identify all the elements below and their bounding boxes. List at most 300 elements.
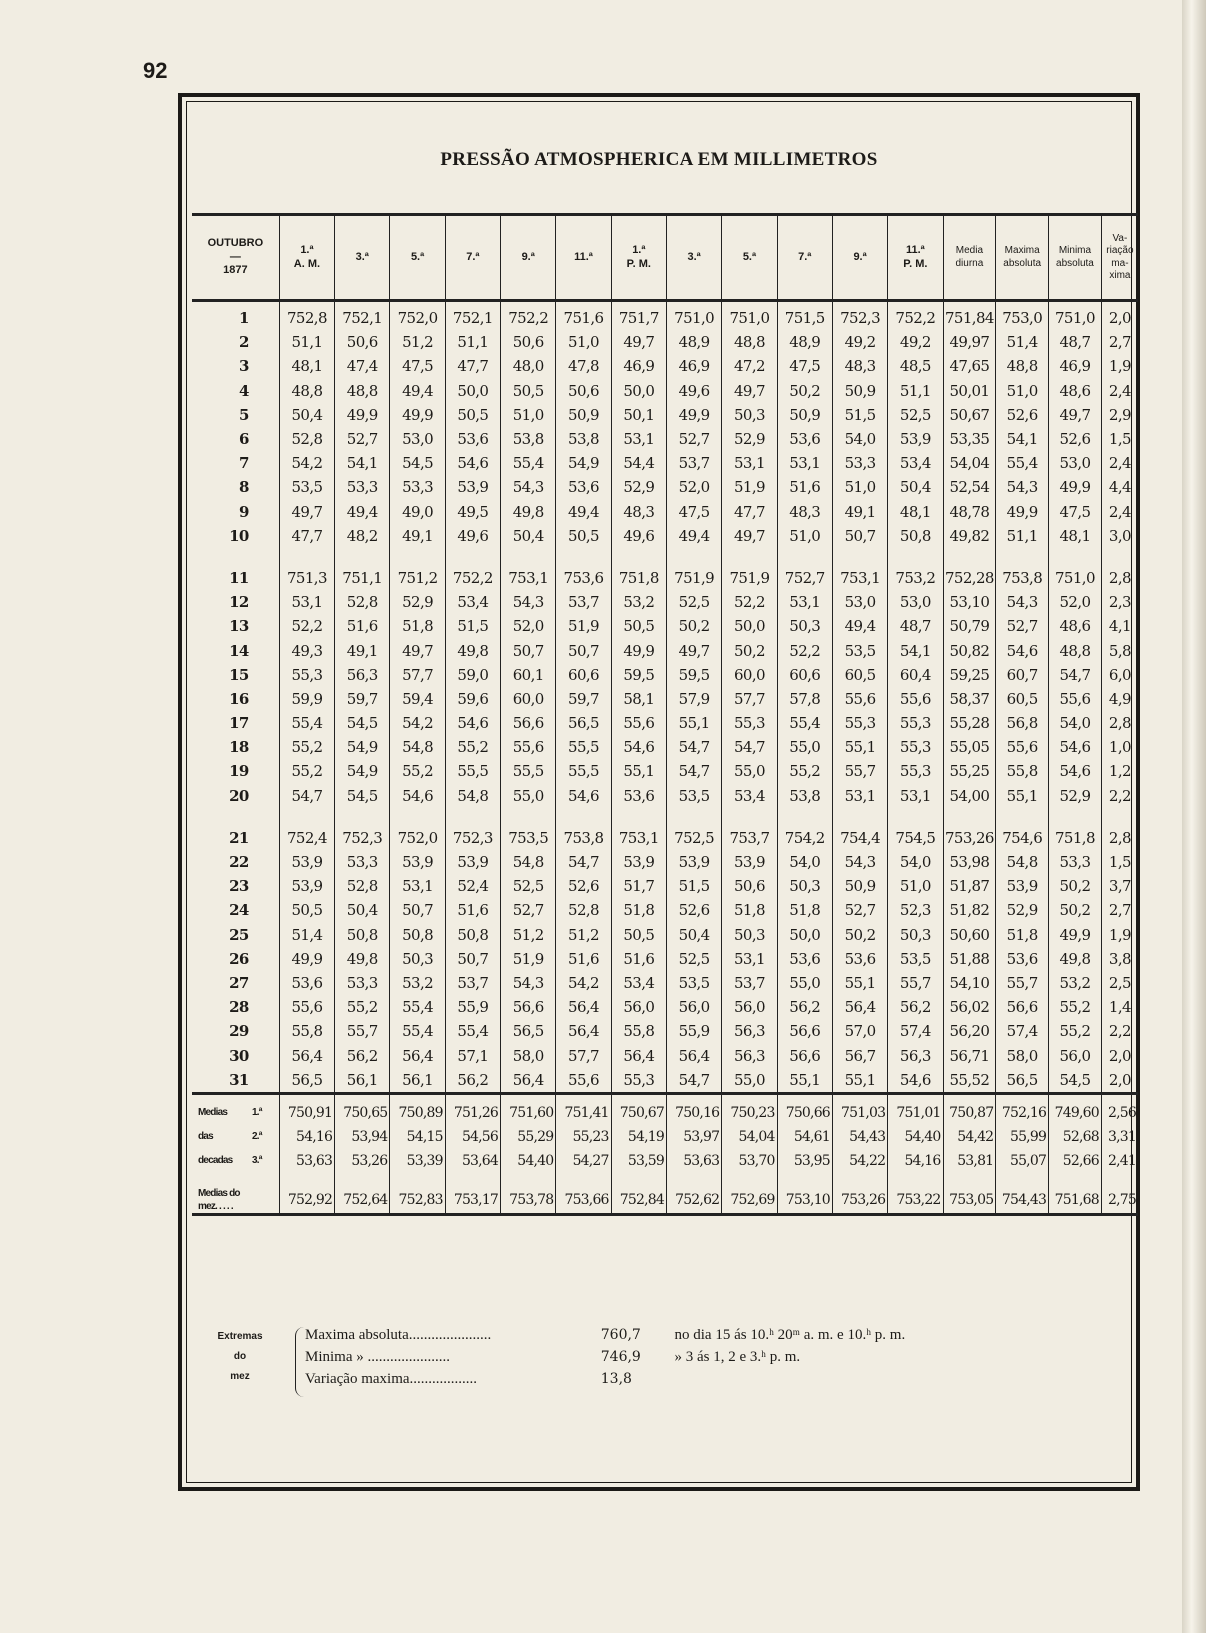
spacer-cell bbox=[943, 1093, 996, 1101]
extremes-brace bbox=[295, 1327, 304, 1397]
day-cell: 26 bbox=[229, 949, 249, 968]
value-cell: 57,0 bbox=[832, 1019, 887, 1043]
value-cell: 57,4 bbox=[996, 1019, 1049, 1043]
month-mean-label-line: mez. . . . . bbox=[198, 1200, 233, 1212]
value-cell: 52,6 bbox=[556, 874, 611, 898]
value-cell: 53,8 bbox=[777, 784, 832, 808]
value-cell: 752,2 bbox=[501, 301, 556, 331]
value-cell: 53,9 bbox=[666, 850, 721, 874]
value-cell: 53,0 bbox=[888, 590, 943, 614]
header-row bbox=[192, 215, 1138, 301]
spacer-cell bbox=[666, 808, 721, 826]
extreme-row-maxima bbox=[305, 1327, 905, 1344]
value-cell: 49,2 bbox=[888, 330, 943, 354]
value-cell: 55,7 bbox=[832, 759, 887, 783]
decade-mean-cell: 53,64 bbox=[445, 1149, 500, 1173]
value-cell: 50,3 bbox=[888, 923, 943, 947]
header-hour bbox=[445, 215, 500, 301]
value-cell: 56,3 bbox=[888, 1043, 943, 1067]
pressure-table-wrap bbox=[192, 213, 1138, 1216]
value-cell: 49,8 bbox=[501, 500, 556, 524]
decade-mean-cell: 53,70 bbox=[722, 1149, 777, 1173]
value-cell: 56,4 bbox=[501, 1068, 556, 1094]
table-frame bbox=[178, 93, 1140, 1491]
day-cell: 27 bbox=[229, 973, 249, 992]
value-cell: 56,5 bbox=[996, 1068, 1049, 1094]
value-cell: 48,3 bbox=[832, 354, 887, 378]
value-cell: 49,7 bbox=[666, 638, 721, 662]
value-cell: 53,1 bbox=[390, 874, 445, 898]
header-minima-absoluta-line: absoluta bbox=[1056, 257, 1094, 269]
value-cell: 59,0 bbox=[445, 663, 500, 687]
table-row bbox=[192, 475, 1138, 499]
spacer-cell bbox=[1049, 1093, 1102, 1101]
value-cell: 54,3 bbox=[996, 590, 1049, 614]
value-cell: 55,0 bbox=[722, 1068, 777, 1094]
spacer-cell bbox=[279, 808, 334, 826]
value-cell: 55,7 bbox=[335, 1019, 390, 1043]
value-cell: 2,8 bbox=[1101, 711, 1138, 735]
value-cell: 55,5 bbox=[556, 735, 611, 759]
value-cell: 48,3 bbox=[611, 500, 666, 524]
value-cell: 753,0 bbox=[996, 301, 1049, 331]
value-cell: 55,2 bbox=[279, 735, 334, 759]
value-cell: 2,2 bbox=[1101, 784, 1138, 808]
spacer-cell bbox=[1049, 1173, 1102, 1187]
value-cell: 3,8 bbox=[1101, 947, 1138, 971]
value-cell: 55,0 bbox=[777, 735, 832, 759]
spacer-cell bbox=[888, 808, 943, 826]
value-cell: 47,7 bbox=[445, 354, 500, 378]
value-cell: 53,9 bbox=[279, 850, 334, 874]
value-cell: 51,6 bbox=[777, 475, 832, 499]
value-cell: 53,1 bbox=[722, 947, 777, 971]
value-cell: 55,8 bbox=[996, 759, 1049, 783]
value-cell: 50,2 bbox=[666, 614, 721, 638]
value-cell: 2,5 bbox=[1101, 971, 1138, 995]
table-row bbox=[192, 995, 1138, 1019]
value-cell: 59,7 bbox=[335, 687, 390, 711]
day-cell: 2 bbox=[238, 333, 249, 352]
value-cell: 53,0 bbox=[1049, 451, 1102, 475]
page-number: 92 bbox=[143, 58, 168, 83]
value-cell: 50,6 bbox=[556, 379, 611, 403]
day-cell: 10 bbox=[229, 526, 249, 545]
value-cell: 53,4 bbox=[888, 451, 943, 475]
spacer-cell bbox=[192, 808, 279, 826]
value-cell: 56,5 bbox=[279, 1068, 334, 1094]
spacer-cell bbox=[832, 1173, 887, 1187]
decade-mean-cell: 54,61 bbox=[777, 1125, 832, 1149]
value-cell: 53,9 bbox=[445, 850, 500, 874]
header-variacao-maxima-line: ma- bbox=[1111, 257, 1129, 269]
decade-mean-cell: 54,22 bbox=[832, 1149, 887, 1173]
decade-mean-cell: 750,91 bbox=[279, 1101, 334, 1125]
day-cell: 4 bbox=[238, 381, 249, 400]
day-cell: 21 bbox=[229, 828, 249, 847]
value-cell: 52,8 bbox=[335, 590, 390, 614]
value-cell: 55,28 bbox=[943, 711, 996, 735]
decade-mean-cell: 54,43 bbox=[832, 1125, 887, 1149]
value-cell: 50,0 bbox=[445, 379, 500, 403]
decade-mean-cell: 54,27 bbox=[556, 1149, 611, 1173]
spacer-cell bbox=[996, 1173, 1049, 1187]
value-cell: 52,7 bbox=[666, 427, 721, 451]
value-cell: 52,2 bbox=[279, 614, 334, 638]
value-cell: 51,2 bbox=[556, 923, 611, 947]
table-row bbox=[192, 638, 1138, 662]
value-cell: 56,4 bbox=[832, 995, 887, 1019]
spacer-cell bbox=[501, 1093, 556, 1101]
day-cell: 30 bbox=[229, 1046, 249, 1065]
table-row bbox=[192, 874, 1138, 898]
value-cell: 58,37 bbox=[943, 687, 996, 711]
header-hour bbox=[556, 215, 611, 301]
value-cell: 55,6 bbox=[501, 735, 556, 759]
spacer-cell bbox=[943, 1173, 996, 1187]
value-cell: 49,7 bbox=[1049, 403, 1102, 427]
header-hour-number: 3.ª bbox=[687, 250, 701, 263]
value-cell: 51,6 bbox=[335, 614, 390, 638]
value-cell: 55,3 bbox=[888, 711, 943, 735]
value-cell: 55,52 bbox=[943, 1068, 996, 1094]
value-cell: 54,6 bbox=[996, 638, 1049, 662]
header-minima-absoluta bbox=[1049, 215, 1102, 301]
value-cell: 54,7 bbox=[666, 759, 721, 783]
spacer-cell bbox=[501, 548, 556, 566]
value-cell: 48,1 bbox=[1049, 524, 1102, 548]
value-cell: 51,4 bbox=[996, 330, 1049, 354]
value-cell: 52,4 bbox=[445, 874, 500, 898]
value-cell: 60,0 bbox=[722, 663, 777, 687]
value-cell: 55,4 bbox=[279, 711, 334, 735]
day-cell: 20 bbox=[229, 786, 249, 805]
value-cell: 55,5 bbox=[501, 759, 556, 783]
header-minima-absoluta-line: Minima bbox=[1058, 245, 1092, 256]
month-mean-cell: 752,69 bbox=[722, 1187, 777, 1215]
value-cell: 54,7 bbox=[279, 784, 334, 808]
value-cell: 50,8 bbox=[335, 923, 390, 947]
header-year: 1877 bbox=[223, 264, 248, 277]
value-cell: 53,9 bbox=[996, 874, 1049, 898]
value-cell: 49,9 bbox=[279, 947, 334, 971]
spacer-cell bbox=[996, 1093, 1049, 1101]
value-cell: 52,8 bbox=[556, 898, 611, 922]
value-cell: 47,7 bbox=[279, 524, 334, 548]
value-cell: 57,4 bbox=[888, 1019, 943, 1043]
value-cell: 52,5 bbox=[888, 403, 943, 427]
value-cell: 51,4 bbox=[279, 923, 334, 947]
value-cell: 51,8 bbox=[722, 898, 777, 922]
spacer-cell bbox=[335, 1093, 390, 1101]
value-cell: 47,5 bbox=[777, 354, 832, 378]
value-cell: 55,7 bbox=[996, 971, 1049, 995]
month-mean-cell: 753,22 bbox=[888, 1187, 943, 1215]
value-cell: 752,0 bbox=[390, 826, 445, 850]
value-cell: 754,5 bbox=[888, 826, 943, 850]
spacer-cell bbox=[611, 808, 666, 826]
value-cell: 55,1 bbox=[777, 1068, 832, 1094]
pressure-table bbox=[192, 213, 1138, 1216]
header-hour-period: P. M. bbox=[626, 257, 651, 270]
value-cell: 49,2 bbox=[832, 330, 887, 354]
value-cell: 754,2 bbox=[777, 826, 832, 850]
value-cell: 4,1 bbox=[1101, 614, 1138, 638]
value-cell: 49,4 bbox=[390, 379, 445, 403]
spacer-cell bbox=[666, 548, 721, 566]
value-cell: 50,6 bbox=[335, 330, 390, 354]
decade-label-text: das bbox=[198, 1130, 213, 1142]
page-title: PRESSÃO ATMOSPHERICA EM MILLIMETROS bbox=[440, 149, 878, 170]
spacer-cell bbox=[777, 1093, 832, 1101]
table-row bbox=[192, 923, 1138, 947]
header-media-diurna bbox=[943, 215, 996, 301]
value-cell: 58,0 bbox=[996, 1043, 1049, 1067]
value-cell: 52,9 bbox=[390, 590, 445, 614]
value-cell: 752,2 bbox=[445, 566, 500, 590]
value-cell: 54,0 bbox=[888, 850, 943, 874]
value-cell: 53,9 bbox=[722, 850, 777, 874]
value-cell: 754,6 bbox=[996, 826, 1049, 850]
value-cell: 48,8 bbox=[996, 354, 1049, 378]
value-cell: 55,4 bbox=[390, 1019, 445, 1043]
value-cell: 52,54 bbox=[943, 475, 996, 499]
extreme-note: no dia 15 ás 10.ʰ 20ᵐ a. m. e 10.ʰ p. m. bbox=[674, 1327, 906, 1343]
spacer-cell bbox=[335, 548, 390, 566]
value-cell: 2,9 bbox=[1101, 403, 1138, 427]
value-cell: 753,1 bbox=[611, 826, 666, 850]
value-cell: 60,5 bbox=[996, 687, 1049, 711]
value-cell: 60,6 bbox=[777, 663, 832, 687]
value-cell: 51,5 bbox=[445, 614, 500, 638]
value-cell: 55,6 bbox=[556, 1068, 611, 1094]
value-cell: 51,8 bbox=[996, 923, 1049, 947]
value-cell: 53,6 bbox=[445, 427, 500, 451]
header-hour bbox=[666, 215, 721, 301]
value-cell: 52,3 bbox=[888, 898, 943, 922]
value-cell: 751,6 bbox=[556, 301, 611, 331]
header-variacao-maxima-line: xima bbox=[1109, 270, 1131, 281]
spacer-cell bbox=[445, 548, 500, 566]
value-cell: 53,98 bbox=[943, 850, 996, 874]
value-cell: 48,6 bbox=[1049, 614, 1102, 638]
value-cell: 50,79 bbox=[943, 614, 996, 638]
extremes-title-line: mez bbox=[230, 1371, 250, 1382]
decade-mark: 2.ª bbox=[252, 1130, 262, 1142]
header-hour-number: 5.ª bbox=[410, 250, 425, 263]
header-dash: — bbox=[229, 250, 241, 263]
day-cell: 18 bbox=[229, 738, 249, 757]
value-cell: 46,9 bbox=[1049, 354, 1102, 378]
value-cell: 56,3 bbox=[722, 1043, 777, 1067]
value-cell: 52,0 bbox=[666, 475, 721, 499]
extreme-row-variacao bbox=[305, 1371, 671, 1388]
value-cell: 56,4 bbox=[611, 1043, 666, 1067]
value-cell: 59,5 bbox=[611, 663, 666, 687]
spacer-cell bbox=[445, 1093, 500, 1101]
value-cell: 50,7 bbox=[556, 638, 611, 662]
value-cell: 53,8 bbox=[501, 427, 556, 451]
spacer-cell bbox=[390, 808, 445, 826]
value-cell: 55,1 bbox=[996, 784, 1049, 808]
value-cell: 50,5 bbox=[611, 614, 666, 638]
value-cell: 49,3 bbox=[279, 638, 334, 662]
month-mean-row bbox=[192, 1187, 1138, 1215]
value-cell: 54,3 bbox=[996, 475, 1049, 499]
value-cell: 53,2 bbox=[390, 971, 445, 995]
month-mean-cell: 752,84 bbox=[611, 1187, 666, 1215]
value-cell: 49,1 bbox=[335, 638, 390, 662]
value-cell: 753,1 bbox=[832, 566, 887, 590]
decade-mark: 3.ª bbox=[252, 1154, 262, 1166]
value-cell: 55,6 bbox=[279, 995, 334, 1019]
value-cell: 53,6 bbox=[777, 427, 832, 451]
spacer-cell bbox=[192, 548, 279, 566]
value-cell: 50,01 bbox=[943, 379, 996, 403]
decade-mean-cell: 54,15 bbox=[390, 1125, 445, 1149]
value-cell: 49,6 bbox=[445, 524, 500, 548]
table-row bbox=[192, 898, 1138, 922]
value-cell: 55,3 bbox=[888, 735, 943, 759]
month-mean-cell: 753,05 bbox=[943, 1187, 996, 1215]
value-cell: 48,7 bbox=[888, 614, 943, 638]
value-cell: 51,9 bbox=[722, 475, 777, 499]
table-row bbox=[192, 1019, 1138, 1043]
value-cell: 58,0 bbox=[501, 1043, 556, 1067]
value-cell: 53,5 bbox=[832, 638, 887, 662]
decade-mean-cell: 751,26 bbox=[445, 1101, 500, 1125]
value-cell: 50,7 bbox=[445, 947, 500, 971]
decade-mark: 1.ª bbox=[252, 1106, 262, 1118]
value-cell: 49,8 bbox=[1049, 947, 1102, 971]
value-cell: 53,2 bbox=[1049, 971, 1102, 995]
value-cell: 49,9 bbox=[390, 403, 445, 427]
value-cell: 49,4 bbox=[832, 614, 887, 638]
value-cell: 53,6 bbox=[611, 784, 666, 808]
value-cell: 54,6 bbox=[390, 784, 445, 808]
spacer-cell bbox=[390, 1093, 445, 1101]
value-cell: 1,5 bbox=[1101, 850, 1138, 874]
value-cell: 57,8 bbox=[777, 687, 832, 711]
extreme-row-minima bbox=[305, 1349, 800, 1366]
header-hour-number: 1.ª bbox=[300, 243, 314, 256]
spacer-cell bbox=[501, 808, 556, 826]
decade-mean-cell: 53,95 bbox=[777, 1149, 832, 1173]
decade-mean-cell: 750,89 bbox=[390, 1101, 445, 1125]
value-cell: 50,1 bbox=[611, 403, 666, 427]
value-cell: 54,7 bbox=[666, 735, 721, 759]
value-cell: 53,4 bbox=[445, 590, 500, 614]
value-cell: 52,5 bbox=[666, 590, 721, 614]
value-cell: 55,4 bbox=[777, 711, 832, 735]
value-cell: 2,4 bbox=[1101, 500, 1138, 524]
value-cell: 54,7 bbox=[666, 1068, 721, 1094]
spacer-cell bbox=[556, 1093, 611, 1101]
value-cell: 752,3 bbox=[832, 301, 887, 331]
value-cell: 55,0 bbox=[722, 759, 777, 783]
value-cell: 53,9 bbox=[888, 427, 943, 451]
table-row bbox=[192, 614, 1138, 638]
value-cell: 57,1 bbox=[445, 1043, 500, 1067]
spacer-cell bbox=[832, 1093, 887, 1101]
extremes-title-line: do bbox=[233, 1351, 247, 1362]
day-cell: 5 bbox=[238, 405, 249, 424]
value-cell: 54,9 bbox=[335, 759, 390, 783]
decade-mean-cell: 54,40 bbox=[888, 1125, 943, 1149]
value-cell: 51,9 bbox=[501, 947, 556, 971]
value-cell: 54,6 bbox=[888, 1068, 943, 1094]
value-cell: 49,9 bbox=[611, 638, 666, 662]
value-cell: 53,6 bbox=[777, 947, 832, 971]
value-cell: 49,9 bbox=[335, 403, 390, 427]
table-row bbox=[192, 759, 1138, 783]
value-cell: 48,1 bbox=[279, 354, 334, 378]
header-hour bbox=[832, 215, 887, 301]
value-cell: 3,0 bbox=[1101, 524, 1138, 548]
value-cell: 56,5 bbox=[501, 1019, 556, 1043]
value-cell: 51,0 bbox=[556, 330, 611, 354]
value-cell: 54,2 bbox=[390, 711, 445, 735]
value-cell: 50,3 bbox=[722, 923, 777, 947]
table-row bbox=[192, 663, 1138, 687]
decade-mean-cell: 53,94 bbox=[335, 1125, 390, 1149]
value-cell: 751,1 bbox=[335, 566, 390, 590]
value-cell: 49,4 bbox=[666, 524, 721, 548]
day-cell: 14 bbox=[229, 641, 249, 660]
table-row bbox=[192, 735, 1138, 759]
value-cell: 51,82 bbox=[943, 898, 996, 922]
value-cell: 56,20 bbox=[943, 1019, 996, 1043]
decade-label-text: Medias bbox=[198, 1106, 228, 1118]
value-cell: 4,9 bbox=[1101, 687, 1138, 711]
spacer-cell bbox=[335, 808, 390, 826]
value-cell: 753,2 bbox=[888, 566, 943, 590]
value-cell: 57,9 bbox=[666, 687, 721, 711]
spacer-cell bbox=[192, 1173, 279, 1187]
header-hour bbox=[722, 215, 777, 301]
value-cell: 50,5 bbox=[279, 898, 334, 922]
value-cell: 52,2 bbox=[777, 638, 832, 662]
value-cell: 57,7 bbox=[722, 687, 777, 711]
header-variacao-maxima-line: riação bbox=[1106, 245, 1134, 256]
value-cell: 54,7 bbox=[1049, 663, 1102, 687]
header-maxima-absoluta bbox=[996, 215, 1049, 301]
value-cell: 54,2 bbox=[279, 451, 334, 475]
value-cell: 54,8 bbox=[501, 850, 556, 874]
value-cell: 51,5 bbox=[666, 874, 721, 898]
table-row bbox=[192, 687, 1138, 711]
decade-mean-cell: 2,56 bbox=[1101, 1101, 1138, 1125]
decade-mean-cell: 55,29 bbox=[501, 1125, 556, 1149]
value-cell: 54,6 bbox=[445, 711, 500, 735]
spacer-cell bbox=[445, 1173, 500, 1187]
decade-mean-cell: 751,01 bbox=[888, 1101, 943, 1125]
value-cell: 56,0 bbox=[722, 995, 777, 1019]
value-cell: 56,0 bbox=[666, 995, 721, 1019]
value-cell: 51,2 bbox=[501, 923, 556, 947]
value-cell: 53,4 bbox=[722, 784, 777, 808]
day-cell: 7 bbox=[238, 454, 249, 473]
value-cell: 49,5 bbox=[445, 500, 500, 524]
decade-mean-cell: 750,65 bbox=[335, 1101, 390, 1125]
value-cell: 54,3 bbox=[501, 475, 556, 499]
value-cell: 48,9 bbox=[777, 330, 832, 354]
value-cell: 54,6 bbox=[1049, 759, 1102, 783]
value-cell: 751,9 bbox=[666, 566, 721, 590]
value-cell: 51,8 bbox=[390, 614, 445, 638]
value-cell: 60,0 bbox=[501, 687, 556, 711]
header-hour bbox=[888, 215, 943, 301]
